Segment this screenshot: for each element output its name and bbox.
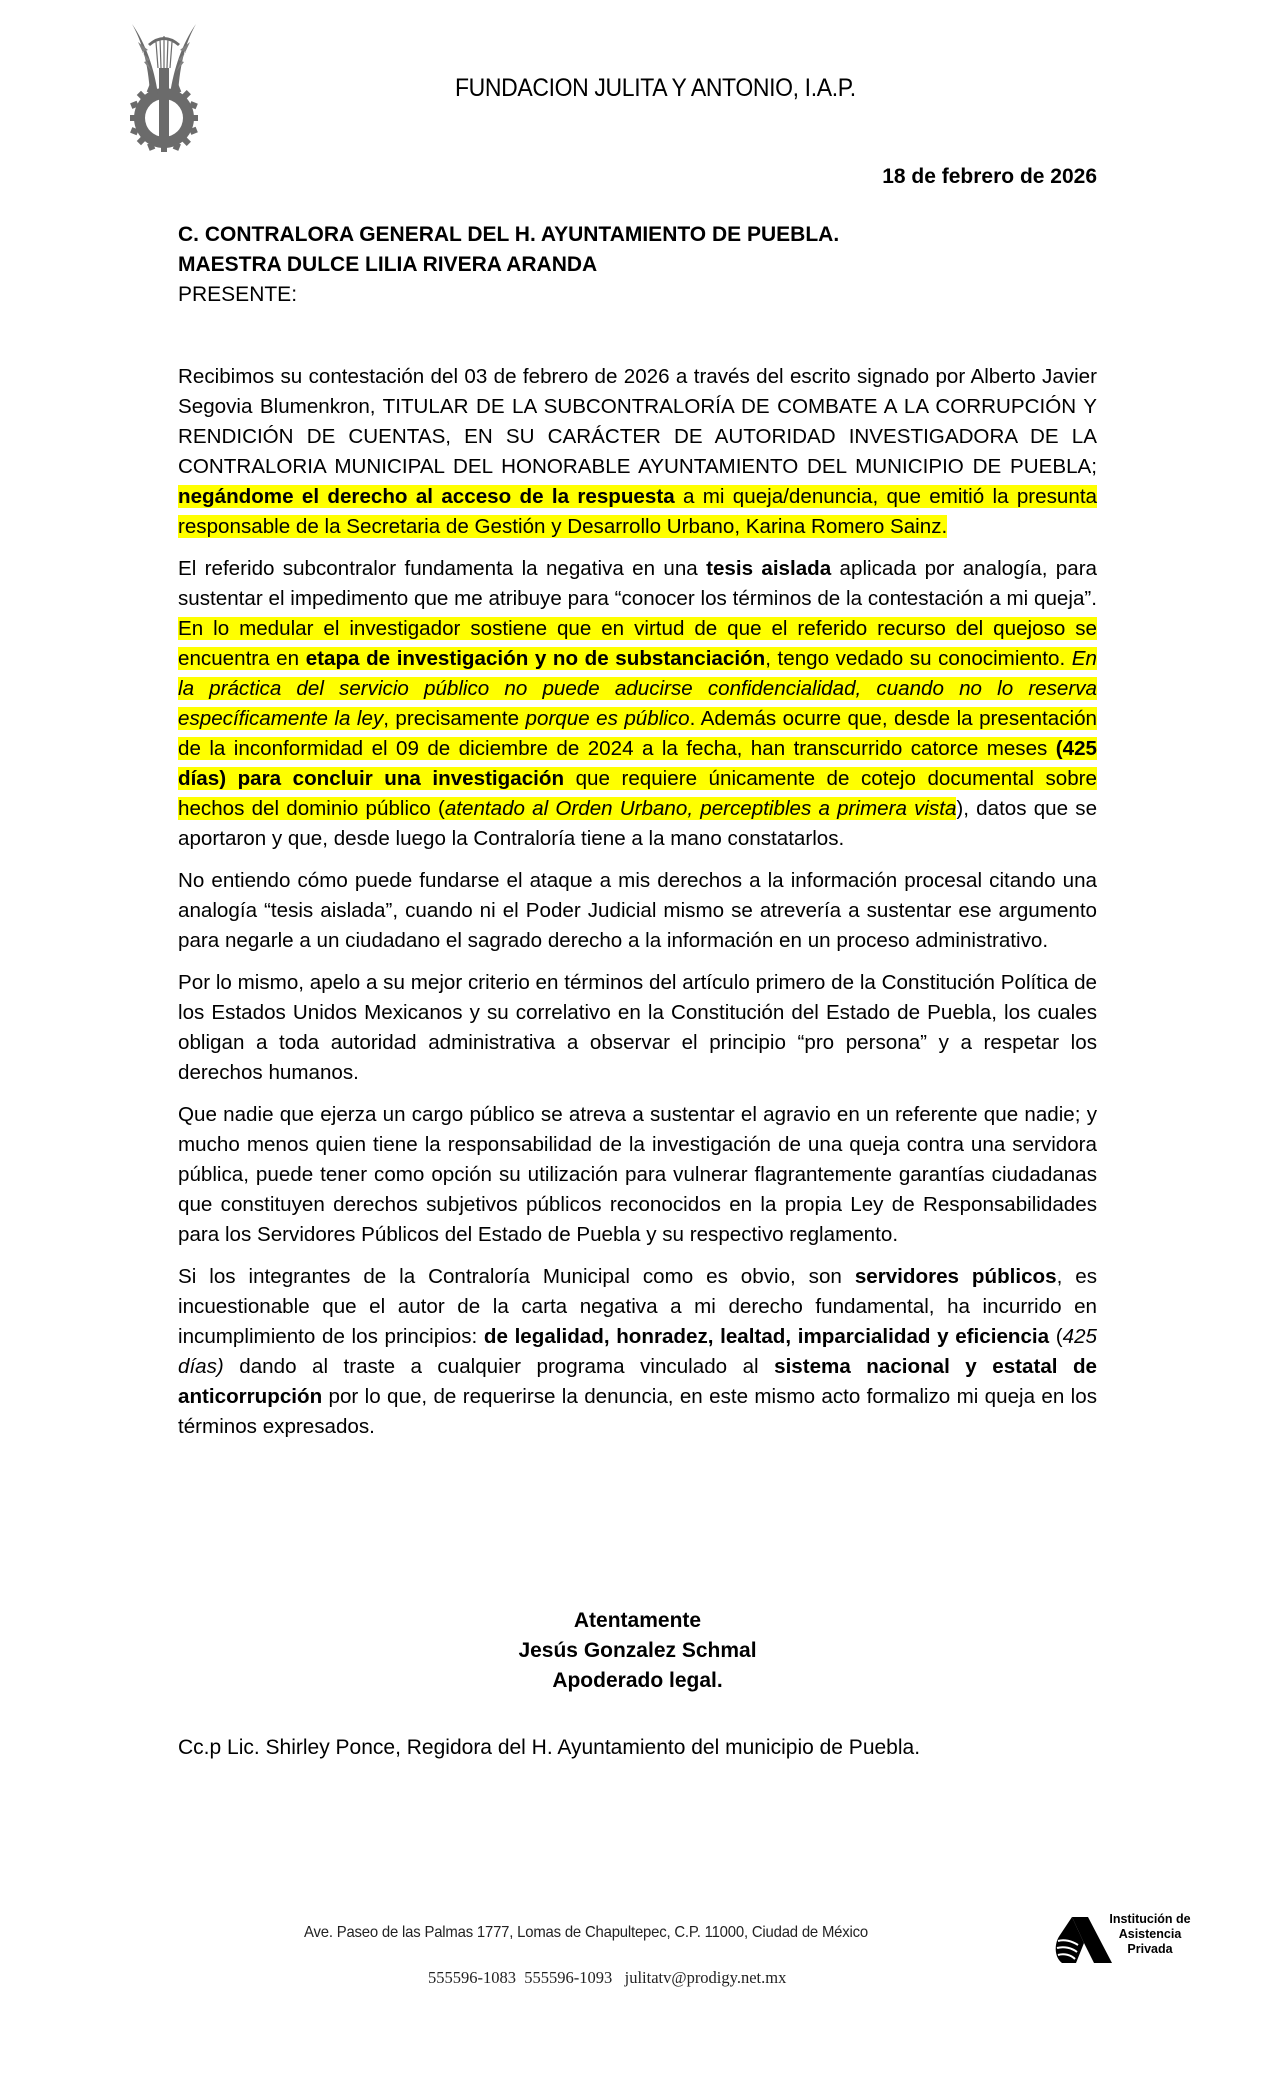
footer-phone-2: 555596-1093: [524, 1968, 613, 1987]
footer-email[interactable]: julitatv@prodigy.net.mx: [624, 1968, 787, 1987]
footer-address: Ave. Paseo de las Palmas 1777, Lomas de Chapultepec, C.P. 11000, Ciudad de México: [304, 1924, 868, 1941]
footer-phone-1: 555596-1083: [428, 1968, 516, 1987]
p2-bold-tesis: tesis aislada: [706, 557, 832, 580]
signature-closing: Atentamente: [573, 1609, 702, 1632]
cc-line: Cc.p Lic. Shirley Ponce, Regidora del H. Ayuntamiento del municipio de Puebla.: [178, 1736, 921, 1759]
paragraph-3: No entiendo cómo puede fundarse el ataque a mis derechos a la información procesal citando una analogía “tesis aislada”, cuando ni el Poder Judicial mismo se atrevería a sustentar ese argumento para negarle a un ciudadano el sagrado derecho a la información en un proceso administrativo.: [178, 869, 1097, 952]
foundation-logo-icon: [128, 22, 200, 154]
p1-highlight-text: a mi queja/denuncia, que emitió la presunta responsable de la Secretaria de Gestión y Desarrollo Urbano, Karina Romero Sainz.: [178, 485, 1097, 538]
p6-bold-principios: de legalidad, honradez, lealtad, imparcialidad y eficiencia: [483, 1325, 1050, 1348]
addressee-presente: PRESENTE:: [178, 283, 298, 306]
p2-italic-practica: En la práctica del servicio público no puede aducirse confidencialidad, cuando no lo reserva específicamente la ley: [178, 647, 1097, 730]
p2-text-d: En lo medular el investigador sostiene que en virtud de que el referido recurso del quejoso se encuentra en: [178, 617, 1097, 670]
p2-text-f: , tengo vedado su conocimiento.: [765, 647, 1072, 670]
paragraph-4: Por lo mismo, apelo a su mejor criterio en términos del artículo primero de la Constitución Política de los Estados Unidos Mexicanos y su correlativo en la Constitución del Estado de Puebla, los cuales obligan a toda autoridad administrativa a observar el principio “pro persona” y a respetar los derechos humanos.: [178, 971, 1097, 1084]
p6-text-c: , es incuestionable que el autor de la carta negativa a mi derecho fundamental, ha incurrido en incumplimiento de los principios:: [178, 1265, 1097, 1348]
letter-date: 18 de febrero de 2026: [882, 165, 1097, 188]
p2-text-j: . Además ocurre que, desde la presentación de la inconformidad el 09 de diciembre de 2024 a la fecha, han transcurrido catorce meses: [178, 707, 1098, 760]
p2-bold-etapa: etapa de investigación y no de substanciación: [305, 647, 766, 670]
iap-line-2: Asistencia: [1118, 1927, 1182, 1941]
footer-contact: [428, 1968, 786, 1988]
p2-text-l: que requiere únicamente de cotejo documental sobre hechos del dominio público (: [178, 767, 1097, 820]
p2-text-h: , precisamente: [383, 707, 526, 730]
p2-text-a: El referido subcontralor fundamenta la negativa en una: [178, 557, 707, 580]
p6-text-a: Si los integrantes de la Contraloría Municipal como es obvio, son: [178, 1265, 855, 1288]
p6-text-i: por lo que, de requerirse la denuncia, en este mismo acto formalizo mi queja en los términos expresados.: [178, 1385, 1097, 1438]
iap-line-3: Privada: [1127, 1942, 1173, 1956]
addressee-block: [178, 220, 839, 310]
paragraph-2: [178, 554, 1097, 854]
p6-text-g: dando al traste a cualquier programa vinculado al: [223, 1355, 775, 1378]
addressee-name: MAESTRA DULCE LILIA RIVERA ARANDA: [178, 253, 598, 276]
p6-bold-servidores: servidores públicos: [854, 1265, 1057, 1288]
signature-name: Jesús Gonzalez Schmal: [518, 1639, 757, 1662]
iap-line-1: Institución de: [1109, 1912, 1191, 1926]
iap-logo-text: [1102, 1912, 1198, 1957]
p6-text-e: (: [1049, 1325, 1063, 1348]
p2-highlight: [178, 617, 1097, 790]
p2-text-c: aplicada por analogía, para sustentar el impedimento que me atribuye para “conocer los términos de la contestación a mi queja”.: [178, 557, 1098, 610]
paragraph-1: [178, 362, 1097, 542]
paragraph-6: [178, 1262, 1097, 1442]
p1-text: Recibimos su contestación del 03 de febrero de 2026 a través del escrito signado por Alberto Javier Segovia Blumenkron, TITULAR DE LA SUBCONTRALORÍA DE COMBATE A LA CORRUPCIÓN Y RENDICIÓN DE CUENTAS, EN SU CARÁCTER DE AUTORIDAD INVESTIGADORA DE LA CONTRALORIA MUNICIPAL DEL HONORABLE AYUNTAMIENTO DEL MUNICIPIO DE PUEBLA;: [178, 365, 1097, 478]
p1-highlight: [178, 485, 1097, 538]
signature-block: [178, 1606, 1097, 1696]
p6-italic-425: 425 días): [178, 1325, 1097, 1378]
organization-name: FUNDACION JULITA Y ANTONIO, I.A.P.: [455, 74, 856, 102]
p1-bold: negándome el derecho al acceso de la respuesta: [178, 485, 675, 508]
p2-italic-publico: porque es público: [525, 707, 690, 730]
p2-text-n: ), datos que se aportaron y que, desde luego la Contraloría tiene a la mano constatarlos.: [178, 797, 1098, 850]
p2-italic-atentado: atentado al Orden Urbano, perceptibles a primera vista: [444, 797, 957, 820]
iap-logo: [1054, 1912, 1204, 1967]
p2-bold-425: (425 días) para concluir una investigación: [178, 737, 1097, 790]
addressee-office: C. CONTRALORA GENERAL DEL H. AYUNTAMIENTO DE PUEBLA.: [178, 223, 840, 246]
paragraph-5: Que nadie que ejerza un cargo público se atreva a sustentar el agravio en un referente que nadie; y mucho menos quien tiene la responsabilidad de la investigación de una queja contra una servidora pública, puede tener como opción su utilización para vulnerar flagrantemente garantías ciudadanas que constituyen derechos subjetivos públicos reconocidos en la propia Ley de Responsabilidades para los Servidores Públicos del Estado de Puebla y su respectivo reglamento.: [178, 1103, 1097, 1246]
p6-bold-sistema: sistema nacional y estatal de anticorrupción: [178, 1355, 1098, 1408]
letter-body: [178, 362, 1097, 1454]
signature-title: Apoderado legal.: [552, 1669, 723, 1692]
